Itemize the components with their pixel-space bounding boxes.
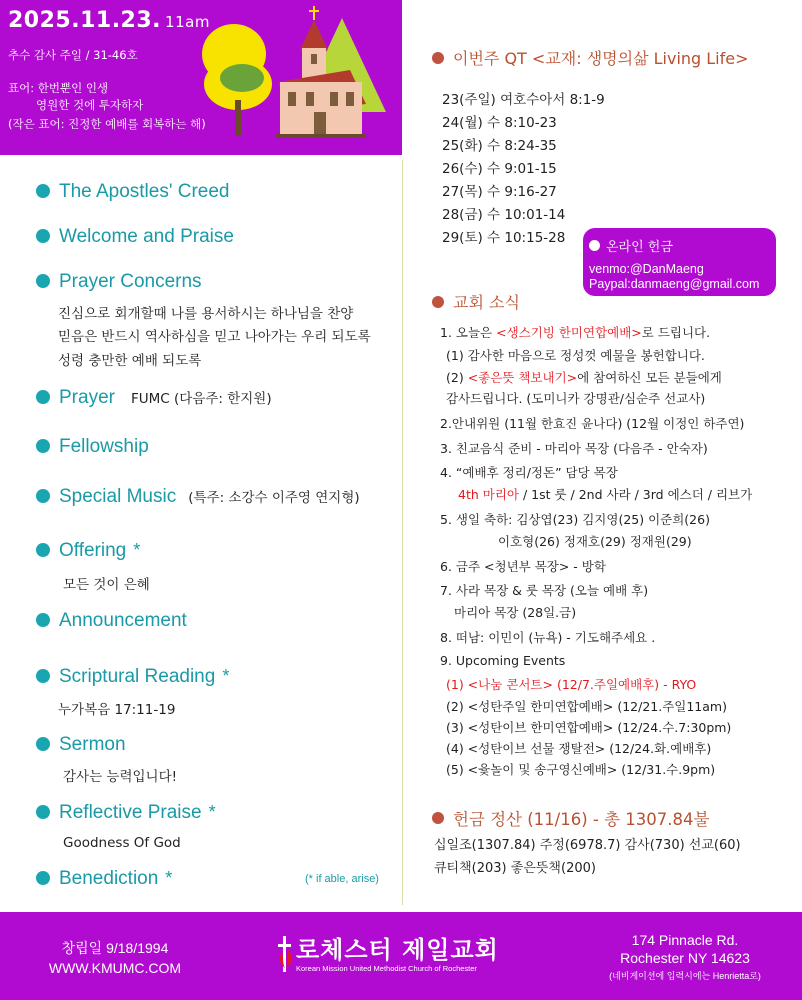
qt-day: 25(화) 수 8:24-35 <box>442 138 557 154</box>
worship-item-creed <box>36 181 230 203</box>
news-item-3: 3. 친교음식 준비 - 마리아 목장 (다음주 - 안숙자) <box>440 441 708 456</box>
prayer-concern-line: 믿음은 반드시 역사하심을 믿고 나아가는 우리 되도록 <box>58 329 371 345</box>
news-item-1-detail: (2) <좋은뜻 책보내기>에 참여하신 모든 분들에게 <box>446 370 722 385</box>
news-item-2: 2.안내위원 (11월 한효진 윤나다) (12월 이정인 하주연) <box>440 416 745 431</box>
church-name-english: Korean Mission United Methodist Church of Rochester <box>296 964 477 973</box>
worship-item-title: The Apostles' Creed <box>59 181 230 202</box>
bullet-icon <box>36 489 50 503</box>
worship-item-scriptural-reading <box>36 666 229 688</box>
offering-report-header <box>432 806 709 830</box>
news-item-7: 7. 사라 목장 & 룻 목장 (오늘 예배 후) <box>440 583 649 598</box>
cross-flame-logo-icon <box>276 934 294 974</box>
bullet-icon <box>36 737 50 751</box>
worship-item-title: Sermon <box>59 734 126 755</box>
venmo-handle[interactable]: venmo:@DanMaeng <box>589 262 704 276</box>
motto-line-1: 표어: 한번뿐인 인생 <box>8 81 109 95</box>
qt-day: 28(금) 수 10:01-14 <box>442 207 566 223</box>
navigation-note: (네비게이션에 입력시에는 Henrietta로) <box>609 971 761 981</box>
bullet-icon <box>36 543 50 557</box>
bullet-icon <box>432 296 444 308</box>
worship-item-fellowship <box>36 436 149 458</box>
bullet-icon <box>36 669 50 683</box>
worship-item-title: Welcome and Praise <box>59 226 234 247</box>
bullet-icon <box>432 812 444 824</box>
news-item-9: 9. Upcoming Events <box>440 653 566 668</box>
bullet-icon <box>589 240 600 251</box>
prayer-concern-line: 진심으로 회개할때 나를 용서하시는 하나님을 찬양 <box>58 306 354 322</box>
bullet-icon <box>36 229 50 243</box>
news-item-5-detail: 이호형(26) 정재호(29) 정재원(29) <box>498 534 692 549</box>
event-item: (5) <윷놀이 및 송구영신예배> (12/31.수.9pm) <box>446 762 716 777</box>
address-line-1: 174 Pinnacle Rd. <box>631 932 739 948</box>
worship-item-prayer-concerns <box>36 271 202 293</box>
bullet-icon <box>36 439 50 453</box>
offering-report-line: 십일조(1307.84) 주정(6978.7) 감사(730) 선교(60) <box>434 838 741 853</box>
paypal-handle[interactable]: Paypal:danmaeng@gmail.com <box>589 277 760 291</box>
special-music-note: (특주: 소강수 이주영 연지형) <box>188 490 360 506</box>
qt-day: 26(수) 수 9:01-15 <box>442 161 557 177</box>
bullet-icon <box>36 274 50 288</box>
prayer-concern-line: 성령 충만한 예배 되도록 <box>58 353 202 369</box>
qt-section-header <box>432 46 749 69</box>
stand-marker: * <box>208 802 216 822</box>
event-item: (1) <나눔 콘서트> (12/7.주일예배후) - RYO <box>446 677 697 692</box>
event-item: (3) <성탄이브 한미연합예배> (12/24.수.7:30pm) <box>446 720 732 735</box>
bullet-icon <box>36 871 50 885</box>
footer <box>0 912 802 1000</box>
news-item-1-detail: (1) 감사한 마음으로 정성껏 예물을 봉헌합니다. <box>446 348 705 363</box>
worship-item-title: Prayer Concerns <box>59 271 202 292</box>
news-item-1: 1. 오늘은 <생스기빙 한미연합예배>로 드립니다. <box>440 325 711 340</box>
worship-item-welcome <box>36 226 234 248</box>
bullet-icon <box>36 805 50 819</box>
worship-item-title: Benediction <box>59 868 159 889</box>
church-name: 로체스터 제일교회 <box>296 936 499 964</box>
church-illustration <box>180 0 402 155</box>
online-offering-box <box>583 228 776 296</box>
news-title: 교회 소식 <box>453 293 520 312</box>
address-line-2: Rochester NY 14623 <box>620 950 750 966</box>
bullet-icon <box>36 390 50 404</box>
column-divider <box>402 160 403 905</box>
service-time: 11am <box>165 13 210 31</box>
bullet-icon <box>36 184 50 198</box>
header-banner <box>0 0 402 155</box>
news-item-8: 8. 떠남: 이민이 (뉴욕) - 기도해주세요 . <box>440 630 656 645</box>
qt-day: 27(목) 수 9:16-27 <box>442 184 557 200</box>
sermon-title: 감사는 능력입니다! <box>63 769 178 785</box>
service-date: 2025.11.23. 11am <box>8 8 210 33</box>
news-item-6: 6. 금주 <청년부 목장> - 방학 <box>440 559 606 574</box>
qt-day: 29(토) 수 10:15-28 <box>442 230 566 246</box>
worship-item-special-music <box>36 486 360 508</box>
qt-title: 이번주 QT <교재: 생명의삶 Living Life> <box>453 49 749 68</box>
scripture-reference: 누가복음 17:11-19 <box>58 702 176 718</box>
offering-report-line: 큐티책(203) 좋은뜻책(200) <box>434 861 596 876</box>
bullet-icon <box>432 52 444 64</box>
founded-date: 창립일 9/18/1994 <box>61 940 169 956</box>
worship-item-announcement <box>36 610 187 632</box>
worship-item-title: Announcement <box>59 610 187 631</box>
news-item-5: 5. 생일 축하: 김상엽(23) 김지영(25) 이준희(26) <box>440 512 710 527</box>
worship-item-title: Scriptural Reading <box>59 666 216 687</box>
qt-day: 23(주일) 여호수아서 8:1-9 <box>442 92 605 108</box>
event-item: (4) <성탄이브 선물 쟁탈전> (12/24.화.예배후) <box>446 741 712 756</box>
worship-item-benediction <box>36 868 172 890</box>
news-item-4-detail: 4th 마리아 / 1st 룻 / 2nd 사라 / 3rd 에스더 / 리브가 <box>458 487 753 502</box>
worship-item-title: Prayer <box>59 387 115 408</box>
news-section-header <box>432 290 520 313</box>
motto-line-2: 영원한 것에 투자하자 <box>36 98 144 112</box>
offering-report-title: 헌금 정산 (11/16) - 총 1307.84불 <box>453 810 710 829</box>
news-item-1-detail: 감사드립니다. (도미니카 강명관/심순주 선교사) <box>446 391 706 406</box>
worship-item-offering <box>36 540 140 562</box>
online-offering-title: 온라인 헌금 <box>589 236 673 255</box>
prayer-note: FUMC (다음주: 한지원) <box>130 391 272 407</box>
worship-item-title: Special Music <box>59 486 177 507</box>
stand-marker: * <box>133 540 141 560</box>
website-link[interactable]: WWW.KMUMC.COM <box>48 960 182 976</box>
event-item: (2) <성탄주일 한미연합예배> (12/21.주일11am) <box>446 699 727 714</box>
bullet-icon <box>36 613 50 627</box>
news-item-7-detail: 마리아 목장 (28일.금) <box>454 605 577 620</box>
arise-note: (* if able, arise) <box>305 873 379 885</box>
worship-item-sermon <box>36 734 126 756</box>
worship-item-prayer <box>36 387 272 409</box>
news-item-4: 4. “예배후 정리/정돈” 담당 목장 <box>440 465 618 480</box>
worship-item-title: Fellowship <box>59 436 149 457</box>
offering-note: 모든 것이 은혜 <box>63 577 150 593</box>
stand-marker: * <box>222 666 230 686</box>
qt-day: 24(월) 수 8:10-23 <box>442 115 557 131</box>
service-subtitle: 추수 감사 주일 / 31-46호 <box>8 48 138 62</box>
sub-motto: (작은 표어: 진정한 예배를 회복하는 해) <box>8 117 206 131</box>
stand-marker: * <box>165 868 173 888</box>
worship-item-title: Offering <box>59 540 127 561</box>
worship-item-title: Reflective Praise <box>59 802 202 823</box>
worship-item-reflective-praise <box>36 802 216 824</box>
reflective-song: Goodness Of God <box>63 835 181 851</box>
